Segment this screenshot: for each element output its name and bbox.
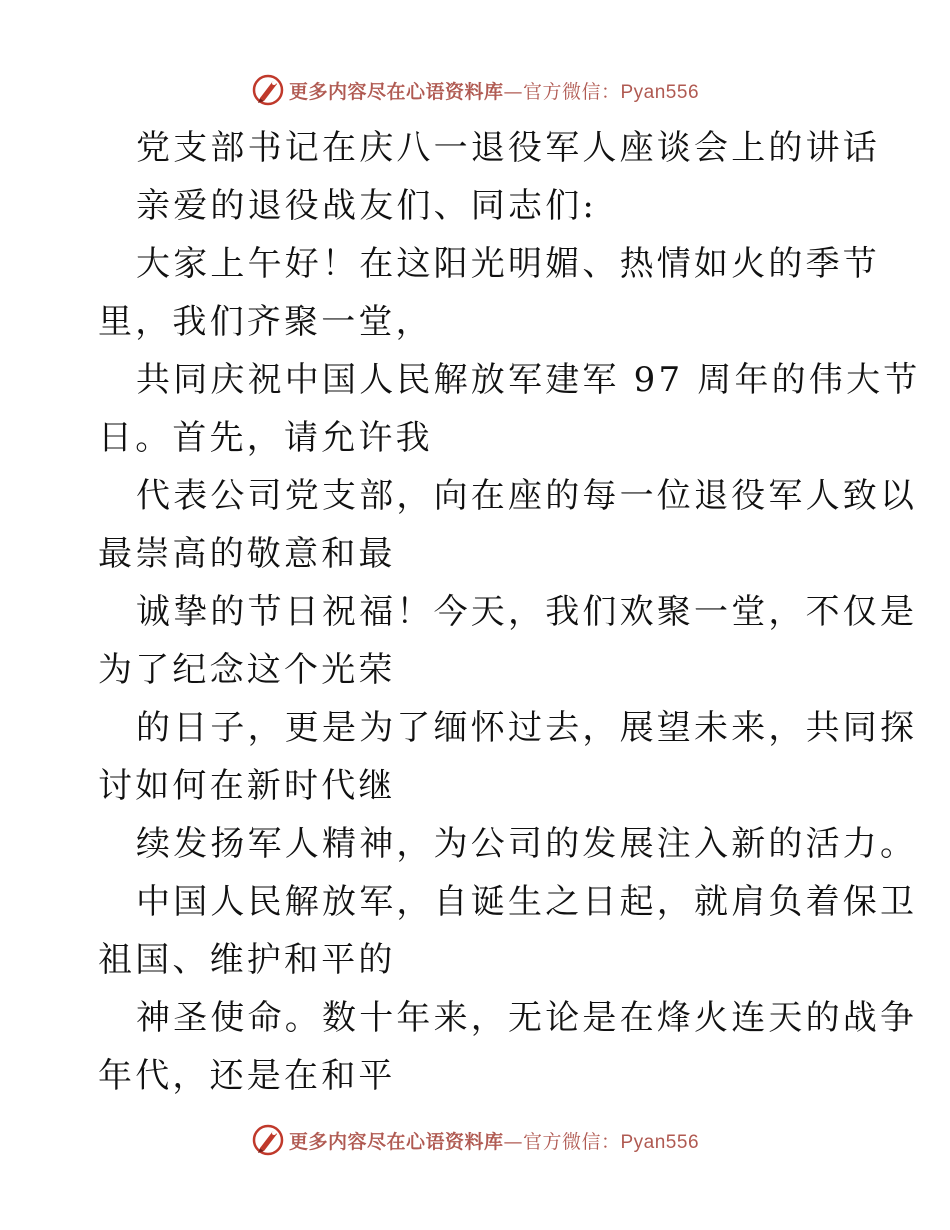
watermark-official-label: 官方微信： (522, 1130, 621, 1153)
watermark-separator: — (503, 80, 523, 103)
paragraph-line: 最崇高的敬意和最 (98, 534, 396, 574)
paragraph-line: 代表公司党支部，向在座的每一位退役军人致以 (136, 476, 918, 516)
paragraph-line: 里，我们齐聚一堂， (98, 302, 433, 342)
paragraph-line: 中国人民解放军，自诞生之日起，就肩负着保卫 (136, 882, 918, 922)
paragraph-line: 日。首先，请允许我 (98, 418, 433, 458)
paragraph-line: 讨如何在新时代继 (98, 766, 396, 806)
watermark-wechat-id: Pyan556 (620, 81, 700, 103)
paragraph-line: 共同庆祝中国人民解放军建军 97 周年的伟大节 (136, 360, 921, 400)
watermark-text (289, 1127, 699, 1154)
watermark-prefix: 更多内容尽在心语资料库 (288, 80, 504, 103)
paragraph-line: 为了纪念这个光荣 (98, 650, 396, 690)
footer-watermark (0, 1120, 950, 1160)
pen-logo-icon (251, 73, 285, 107)
paragraph-line: 年代，还是在和平 (98, 1056, 396, 1096)
paragraph-line: 祖国、维护和平的 (98, 940, 396, 980)
paragraph-line: 的日子，更是为了缅怀过去，展望未来，共同探 (136, 708, 918, 748)
document-title: 党支部书记在庆八一退役军人座谈会上的讲话 (136, 128, 880, 168)
watermark-prefix: 更多内容尽在心语资料库 (288, 1130, 504, 1153)
paragraph-line: 续发扬军人精神，为公司的发展注入新的活力。 (136, 824, 918, 864)
watermark-text (289, 77, 699, 104)
paragraph-line: 大家上午好！在这阳光明媚、热情如火的季节 (136, 244, 880, 284)
watermark-wechat-id: Pyan556 (620, 1131, 700, 1153)
salutation-line: 亲爱的退役战友们、同志们: (136, 186, 598, 226)
watermark-separator: — (503, 1130, 523, 1153)
header-watermark (0, 70, 950, 110)
paragraph-line: 诚挚的节日祝福！今天，我们欢聚一堂，不仅是 (136, 592, 918, 632)
pen-logo-icon (251, 1123, 285, 1157)
watermark-official-label: 官方微信： (522, 80, 621, 103)
paragraph-line: 神圣使命。数十年来，无论是在烽火连天的战争 (136, 998, 918, 1038)
